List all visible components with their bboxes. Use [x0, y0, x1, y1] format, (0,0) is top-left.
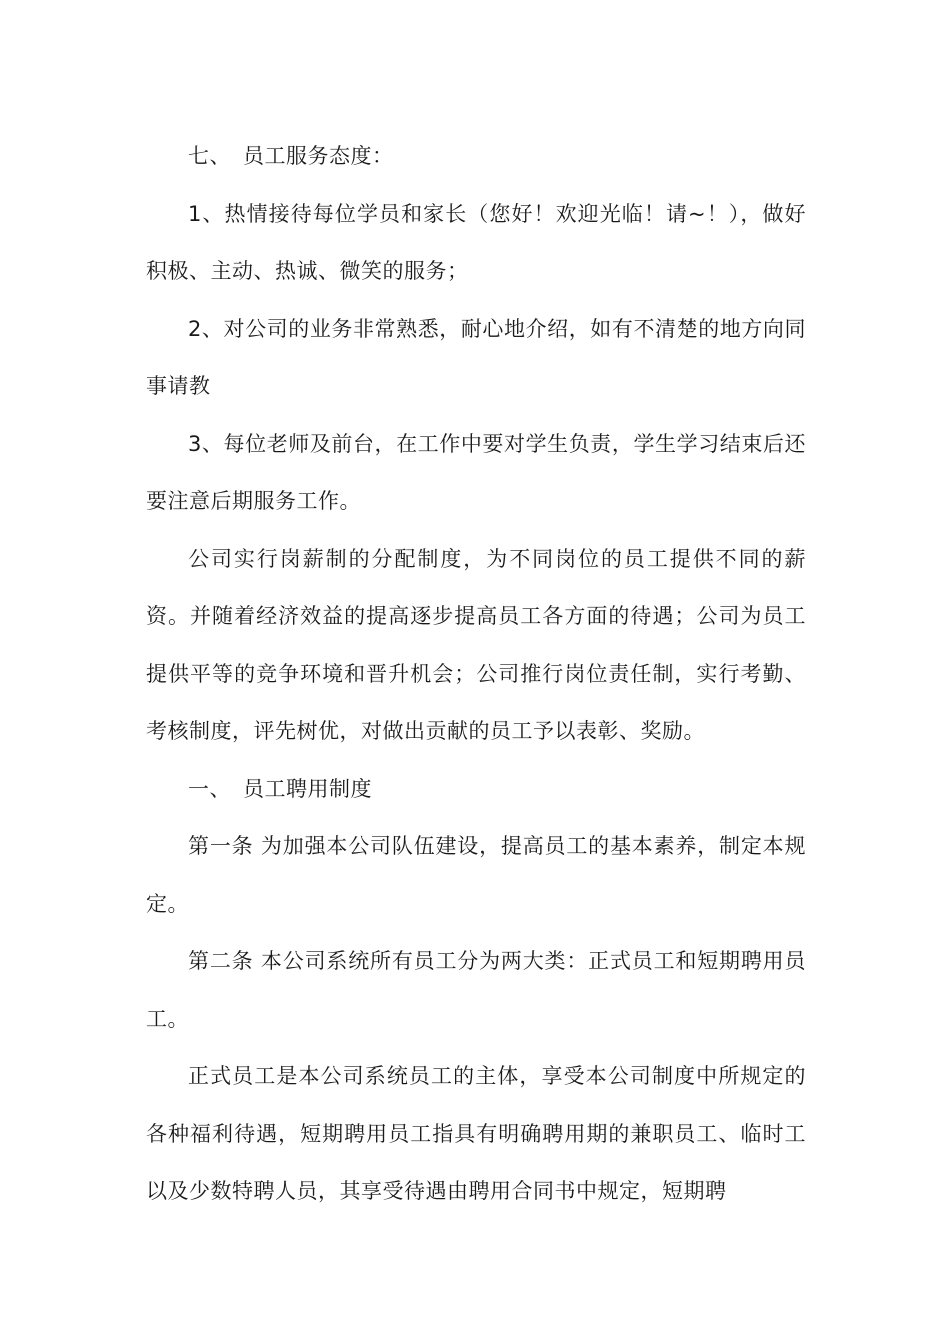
section-number: 一、: [188, 776, 231, 801]
section-title: 员工服务态度：: [243, 144, 394, 168]
paragraph-employee-types: 正式员工是本公司系统员工的主体，享受本公司制度中所规定的各种福利待遇，短期聘用员工指具有明确聘用期的兼职员工、临时工以及少数特聘人员，其享受待遇由聘用合同书中规定，短期聘: [146, 1064, 806, 1203]
section-title: 员工聘用制度: [243, 776, 372, 801]
paragraph-article-2: 第二条 本公司系统所有员工分为两大类：正式员工和短期聘用员工。: [146, 949, 806, 1031]
paragraph-article-1: 第一条 为加强本公司队伍建设，提高员工的基本素养，制定本规定。: [146, 834, 806, 916]
section-number: 七、: [188, 144, 231, 168]
paragraph-item-1: 1、热情接待每位学员和家长（您好！欢迎光临！请~！），做好积极、主动、热诚、微笑的服务；: [146, 201, 806, 283]
section-heading-employment: [146, 761, 806, 819]
paragraph-item-2: 2、对公司的业务非常熟悉，耐心地介绍，如有不清楚的地方向同事请教: [146, 316, 806, 398]
document-body: [146, 128, 806, 1221]
paragraph-salary-policy: 公司实行岗薪制的分配制度，为不同岗位的员工提供不同的薪资。并随着经济效益的提高逐步提高员工各方面的待遇；公司为员工提供平等的竞争环境和晋升机会；公司推行岗位责任制，实行考勤、考核制度，评先树优，对做出贡献的员工予以表彰、奖励。: [146, 546, 806, 743]
paragraph-item-3: 3、每位老师及前台，在工作中要对学生负责，学生学习结束后还要注意后期服务工作。: [146, 431, 806, 513]
section-heading-service-attitude: [146, 128, 806, 186]
